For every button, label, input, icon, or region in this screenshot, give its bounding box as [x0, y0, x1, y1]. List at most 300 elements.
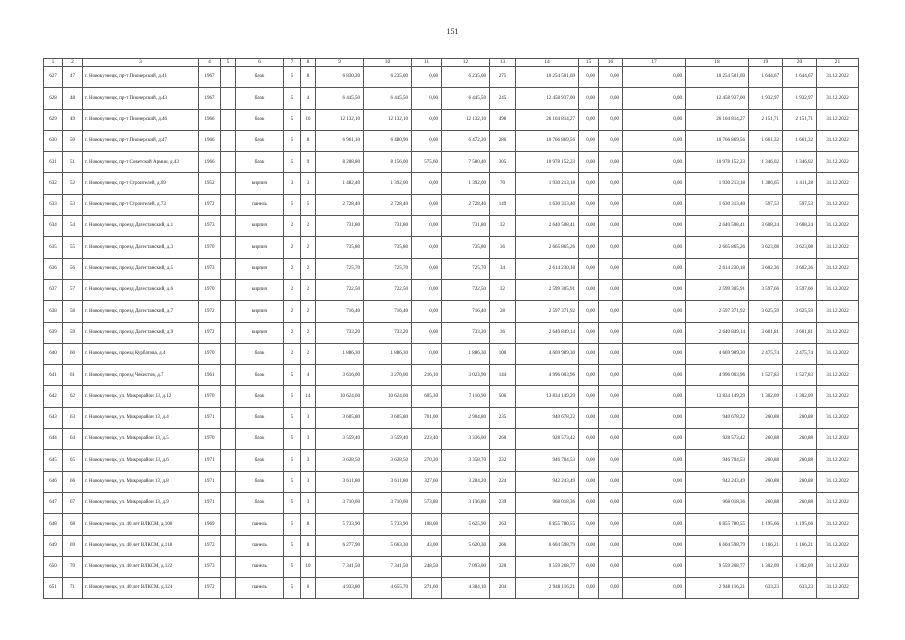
table-cell: 650 [44, 556, 63, 577]
table-cell: 0,00 [623, 578, 686, 599]
table-cell [221, 556, 236, 577]
address-cell: г. Новокузнецк, проезд Дагестанский, д.6 [83, 279, 199, 300]
table-cell: 1 630 313,40 [686, 194, 749, 215]
table-cell: 0,00 [623, 514, 686, 535]
table-cell: 3 608,24 [783, 216, 817, 237]
address-cell: г. Новокузнецк, пр-т Пионерский, д.41 [83, 67, 199, 88]
address-cell: г. Новокузнецк, пр-т Строителей, д.69 [83, 173, 199, 194]
table-cell: 627 [44, 67, 63, 88]
table-cell [221, 514, 236, 535]
table-cell [221, 173, 236, 194]
table-cell: 1 302,09 [783, 556, 817, 577]
table-cell: 31.12.2022 [817, 130, 859, 151]
table-cell: 731,80 [364, 216, 412, 237]
table-cell: 3 625,59 [783, 301, 817, 322]
table-cell [221, 578, 236, 599]
table-cell: 3 [284, 173, 301, 194]
table-cell: 31.12.2022 [817, 88, 859, 109]
table-cell: 0,00 [412, 109, 442, 130]
table-cell: кирпич [236, 301, 284, 322]
table-cell: 59 [63, 322, 83, 343]
table-cell: 0,00 [579, 407, 599, 428]
table-cell: 2 [301, 216, 316, 237]
table-cell: 2 640 849,14 [686, 322, 749, 343]
table-cell: 0,00 [579, 130, 599, 151]
table-cell: 0,00 [623, 109, 686, 130]
table-cell: блок [236, 67, 284, 88]
table-cell: 10 766 869,56 [686, 130, 749, 151]
table-cell: 0,00 [579, 471, 599, 492]
table-cell: 0,00 [599, 429, 623, 450]
table-cell: 2 [301, 237, 316, 258]
table-cell: 6 235,00 [364, 67, 412, 88]
table-cell: 7 580,40 [442, 152, 490, 173]
table-cell: 3 270,00 [364, 365, 412, 386]
table-cell: 5 [284, 130, 301, 151]
table-cell: 12 458 937,00 [516, 88, 579, 109]
table-cell: 36 [490, 237, 516, 258]
table-cell: 641 [44, 365, 63, 386]
table-cell: 2 [284, 322, 301, 343]
table-cell: 70 [63, 556, 83, 577]
table-cell: блок [236, 130, 284, 151]
table-cell: 12 132,10 [442, 109, 490, 130]
table-cell: 0,00 [599, 109, 623, 130]
table-cell: 942 243,49 [516, 471, 579, 492]
table-cell: 1972 [199, 194, 221, 215]
table-row [44, 237, 859, 258]
table-row [44, 365, 859, 386]
table-cell: 55 [63, 237, 83, 258]
table-cell: 266 [490, 535, 516, 556]
table-cell: 0,00 [599, 279, 623, 300]
table-cell: 10 254 501,69 [516, 67, 579, 88]
table-cell: 638 [44, 301, 63, 322]
address-cell: г. Новокузнецк, проезд Дагестанский, д.7 [83, 301, 199, 322]
table-cell: 0,00 [599, 556, 623, 577]
table-cell [221, 130, 236, 151]
address-cell: г. Новокузнецк, ул. 40 лет ВЛКСМ, д.100 [83, 514, 199, 535]
table-cell: 630 [44, 130, 63, 151]
table-cell: 260,88 [749, 492, 783, 513]
table-cell: 722,50 [442, 279, 490, 300]
table-cell [221, 407, 236, 428]
table-cell: 10 624,60 [364, 386, 412, 407]
table-cell: 643 [44, 407, 63, 428]
table-cell: 260,88 [783, 471, 817, 492]
table-cell: 0,00 [412, 194, 442, 215]
table-row [44, 88, 859, 109]
table-cell: 10 766 869,56 [516, 130, 579, 151]
table-cell: 0,00 [623, 322, 686, 343]
table-cell: 5 [284, 365, 301, 386]
table-cell: 1969 [199, 514, 221, 535]
table-row [44, 216, 859, 237]
table-cell: 2 599 305,91 [516, 279, 579, 300]
table-cell: 31.12.2022 [817, 407, 859, 428]
table-cell: 3 602,36 [749, 258, 783, 279]
table-cell: 0,00 [579, 258, 599, 279]
table-cell: 649 [44, 535, 63, 556]
table-cell: 1 195,66 [783, 514, 817, 535]
table-cell: 305 [490, 152, 516, 173]
table-cell: 2 151,71 [749, 109, 783, 130]
table-cell: 3 597,66 [783, 279, 817, 300]
table-cell: 271,60 [412, 578, 442, 599]
table-cell: 3 623,08 [749, 237, 783, 258]
table-cell: 53 [63, 194, 83, 215]
table-cell: панель [236, 194, 284, 215]
table-cell: 10 624,60 [316, 386, 364, 407]
table-cell: 1971 [199, 471, 221, 492]
table-cell: 0,00 [599, 578, 623, 599]
column-header: 6 [236, 59, 284, 67]
address-cell: г. Новокузнецк, проезд Чекистов, д.7 [83, 365, 199, 386]
table-cell: 0,00 [623, 301, 686, 322]
table-cell [221, 279, 236, 300]
table-cell: 5 [301, 194, 316, 215]
table-cell: 1 886,30 [316, 343, 364, 364]
table-row [44, 343, 859, 364]
table-cell: 639 [44, 322, 63, 343]
table-cell: кирпич [236, 322, 284, 343]
table-cell: 0,00 [623, 88, 686, 109]
table-cell: 4 [301, 88, 316, 109]
address-cell: г. Новокузнецк, ул. Микрорайон 13, д.9 [83, 492, 199, 513]
table-cell: 1 482,40 [316, 173, 364, 194]
table-cell: 0,00 [599, 386, 623, 407]
table-cell: 645 [44, 450, 63, 471]
table-cell: 10 254 501,69 [686, 67, 749, 88]
table-cell: 3 623,08 [783, 237, 817, 258]
table-cell: 5 [284, 578, 301, 599]
table-cell: 67 [63, 492, 83, 513]
table-cell [221, 343, 236, 364]
table-cell: 1 886,30 [364, 343, 412, 364]
table-cell: 2 640 849,14 [516, 322, 579, 343]
table-cell: 2 597 371,92 [686, 301, 749, 322]
table-cell: 149 [490, 194, 516, 215]
table-cell: 5 [284, 535, 301, 556]
table-cell: 1967 [199, 88, 221, 109]
table-cell: 0,00 [579, 152, 599, 173]
table-cell: блок [236, 386, 284, 407]
table-cell: 31.12.2022 [817, 173, 859, 194]
table-cell: 6 235,00 [442, 67, 490, 88]
table-cell: 0,00 [579, 429, 599, 450]
table-cell: 36 [490, 322, 516, 343]
table-cell: 0,00 [579, 556, 599, 577]
table-cell: 0,00 [412, 343, 442, 364]
table-cell: 647 [44, 492, 63, 513]
table-cell: 2 640 508,41 [516, 216, 579, 237]
table-cell: 5 [284, 450, 301, 471]
table-cell: 6 445,50 [364, 88, 412, 109]
table-cell: 701,00 [412, 407, 442, 428]
table-cell: 8 [301, 130, 316, 151]
table-cell: 51 [63, 152, 83, 173]
table-cell: 2 [284, 343, 301, 364]
table-cell [221, 471, 236, 492]
column-header: 2 [63, 59, 83, 67]
table-cell: 506 [490, 386, 516, 407]
table-cell: 2 [301, 322, 316, 343]
table-cell: 3 611,80 [316, 471, 364, 492]
table-cell: 5 [284, 67, 301, 88]
table-cell: блок [236, 450, 284, 471]
table-cell: 2 151,71 [783, 109, 817, 130]
table-cell: 1 302,09 [749, 556, 783, 577]
table-cell: 628 [44, 88, 63, 109]
table-cell: 2 665 865,26 [516, 237, 579, 258]
table-cell [221, 258, 236, 279]
table-cell: 31.12.2022 [817, 322, 859, 343]
table-cell: 260,88 [783, 429, 817, 450]
table-cell: 10 [301, 556, 316, 577]
table-cell: 31.12.2022 [817, 194, 859, 215]
table-cell: 0,00 [623, 194, 686, 215]
table-cell: 34 [490, 258, 516, 279]
table-cell: 5 [284, 109, 301, 130]
table-cell: 0,00 [579, 322, 599, 343]
table-cell: 498 [490, 109, 516, 130]
table-cell: 248,50 [412, 556, 442, 577]
column-header: 14 [516, 59, 579, 67]
table-cell: 1966 [199, 109, 221, 130]
table-cell: 3 [301, 429, 316, 450]
table-cell: 0,00 [599, 67, 623, 88]
table-cell: 2 904,80 [442, 407, 490, 428]
table-cell: 31.12.2022 [817, 365, 859, 386]
table-cell: 2 640 508,41 [686, 216, 749, 237]
table-cell: 0,00 [579, 301, 599, 322]
table-cell: 0,00 [623, 237, 686, 258]
table-cell: 733,20 [442, 322, 490, 343]
address-cell: г. Новокузнецк, ул. Микрорайон 13, д.4 [83, 407, 199, 428]
table-cell: 7 093,00 [442, 556, 490, 577]
table-cell: 0,00 [579, 109, 599, 130]
table-row [44, 492, 859, 513]
table-cell: 2 948 116,21 [686, 578, 749, 599]
table-cell: 6 961,10 [316, 130, 364, 151]
table-cell: 3 611,80 [364, 471, 412, 492]
table-cell: 0,00 [599, 407, 623, 428]
table-cell: 1971 [199, 450, 221, 471]
table-cell: 644 [44, 429, 63, 450]
table-cell: 1 392,00 [364, 173, 412, 194]
table-cell: 0,00 [579, 578, 599, 599]
table-cell: 100 [490, 343, 516, 364]
table-cell: 3 710,60 [316, 492, 364, 513]
table-cell: кирпич [236, 279, 284, 300]
table-cell: 31.12.2022 [817, 279, 859, 300]
table-cell: 1 346,02 [783, 152, 817, 173]
table-cell: 648 [44, 514, 63, 535]
table-cell: 5 [284, 429, 301, 450]
table-cell: 3 336,00 [442, 429, 490, 450]
table-cell: 1 630 313,40 [516, 194, 579, 215]
address-cell: г. Новокузнецк, пр-т Строителей, д.73 [83, 194, 199, 215]
table-cell: 6 445,50 [442, 88, 490, 109]
table-cell: 636 [44, 258, 63, 279]
address-cell: г. Новокузнецк, пр-т Советской Армии, д.43 [83, 152, 199, 173]
table-cell: 8 [301, 67, 316, 88]
table-cell: 632 [44, 173, 63, 194]
table-cell: 64 [63, 429, 83, 450]
table-cell: 0,00 [412, 322, 442, 343]
column-header: 9 [316, 59, 364, 67]
address-cell: г. Новокузнецк, ул. Микрорайон 13, д.12 [83, 386, 199, 407]
table-cell: 5 663,30 [364, 535, 412, 556]
table-cell: блок [236, 343, 284, 364]
table-cell: 68 [63, 514, 83, 535]
table-cell: 1961 [199, 365, 221, 386]
column-header: 18 [686, 59, 749, 67]
table-cell: 3 [301, 492, 316, 513]
table-cell: 716,40 [364, 301, 412, 322]
table-cell: 8 208,80 [316, 152, 364, 173]
table-cell: 0,00 [599, 152, 623, 173]
table-cell: 3 602,36 [783, 258, 817, 279]
table-cell: 320 [490, 556, 516, 577]
table-cell: 0,00 [599, 365, 623, 386]
table-cell: 260,88 [749, 471, 783, 492]
table-cell: 0,00 [599, 237, 623, 258]
table-row [44, 109, 859, 130]
table-cell: 3 023,90 [442, 365, 490, 386]
address-cell: г. Новокузнецк, проезд Дагестанский, д.5 [83, 258, 199, 279]
column-header: 5 [221, 59, 236, 67]
table-cell: 731,80 [442, 216, 490, 237]
table-cell: 637 [44, 279, 63, 300]
table-cell: 642 [44, 386, 63, 407]
table-cell: 31.12.2022 [817, 216, 859, 237]
table-cell: 5 625,90 [442, 514, 490, 535]
table-cell: 4 669 989,30 [516, 343, 579, 364]
table-cell: 13 834 149,29 [686, 386, 749, 407]
table-row [44, 450, 859, 471]
table-cell: 942 243,49 [686, 471, 749, 492]
column-header: 8 [301, 59, 316, 67]
table-cell: панель [236, 578, 284, 599]
table-cell: 0,00 [623, 152, 686, 173]
table-cell: 5 733,90 [316, 514, 364, 535]
table-cell: 327,60 [412, 471, 442, 492]
table-cell: 3 628,50 [316, 450, 364, 471]
table-cell: 1966 [199, 152, 221, 173]
table-cell: 270,20 [412, 450, 442, 471]
table-cell: 7 110,90 [442, 386, 490, 407]
table-cell: 2 665 865,26 [686, 237, 749, 258]
table-cell: 235 [490, 407, 516, 428]
column-header: 16 [599, 59, 623, 67]
table-cell: 1973 [199, 216, 221, 237]
table-cell: 1 302,09 [749, 386, 783, 407]
address-cell: г. Новокузнецк, проезд Дагестанский, д.3 [83, 237, 199, 258]
table-cell: 6 604 598,79 [516, 535, 579, 556]
address-cell: г. Новокузнецк, ул. 40 лет ВЛКСМ, д.118 [83, 535, 199, 556]
column-header: 4 [199, 59, 221, 67]
table-cell: 8 156,00 [364, 152, 412, 173]
table-row [44, 152, 859, 173]
table-body [44, 67, 859, 599]
table-cell: 31.12.2022 [817, 578, 859, 599]
table-cell: 0,00 [579, 365, 599, 386]
table-cell: 1 930 213,18 [516, 173, 579, 194]
table-cell: 0,00 [623, 173, 686, 194]
table-cell: 31.12.2022 [817, 67, 859, 88]
column-header: 12 [442, 59, 490, 67]
table-cell [221, 365, 236, 386]
table-cell: 47 [63, 67, 83, 88]
column-header: 1 [44, 59, 63, 67]
table-cell: 0,00 [623, 343, 686, 364]
table-cell: 1 930 213,18 [686, 173, 749, 194]
table-cell: 232 [490, 450, 516, 471]
table-cell: 2 599 305,91 [686, 279, 749, 300]
table-cell: 31.12.2022 [817, 514, 859, 535]
table-cell: 3 [301, 407, 316, 428]
column-header: 15 [579, 59, 599, 67]
table-cell: кирпич [236, 216, 284, 237]
table-cell: 8 [301, 514, 316, 535]
table-cell: 216,10 [412, 365, 442, 386]
table-cell: 0,00 [599, 322, 623, 343]
table-cell: 1952 [199, 173, 221, 194]
table-cell: 0,00 [579, 492, 599, 513]
table-cell: 0,00 [599, 492, 623, 513]
table-cell: 6 604 598,79 [686, 535, 749, 556]
table-cell: 13 834 149,29 [516, 386, 579, 407]
table-cell: 0,00 [599, 450, 623, 471]
table-cell: 28 [490, 301, 516, 322]
table-cell: 0,00 [579, 386, 599, 407]
table-cell: 735,80 [364, 237, 412, 258]
table-cell: 10 978 152,23 [516, 152, 579, 173]
column-header: 3 [83, 59, 199, 67]
table-cell: 1 644,67 [783, 67, 817, 88]
table-cell: 0,00 [412, 216, 442, 237]
table-cell: 1 932,97 [749, 88, 783, 109]
table-cell: 2 [284, 258, 301, 279]
table-cell: 0,00 [623, 492, 686, 513]
table-row [44, 301, 859, 322]
table-cell: 3 628,50 [364, 450, 412, 471]
table-cell: 2 [284, 301, 301, 322]
table-cell: 14 [301, 386, 316, 407]
table-cell: 3 559,40 [316, 429, 364, 450]
table-cell: 733,20 [364, 322, 412, 343]
table-cell: 0,00 [623, 429, 686, 450]
table-cell: 5 620,30 [442, 535, 490, 556]
table-cell: 1970 [199, 279, 221, 300]
table-row [44, 67, 859, 88]
table-cell: 0,00 [412, 173, 442, 194]
table-cell: 5 [284, 407, 301, 428]
table-cell: 6 855 780,55 [516, 514, 579, 535]
table-cell: 0,00 [623, 279, 686, 300]
column-header: 7 [284, 59, 301, 67]
table-cell: 0,00 [599, 343, 623, 364]
table-row [44, 279, 859, 300]
table-cell: 1971 [199, 407, 221, 428]
table-cell: 31.12.2022 [817, 556, 859, 577]
table-cell: 722,50 [364, 279, 412, 300]
table-cell: 1967 [199, 67, 221, 88]
table-cell [221, 152, 236, 173]
table-cell: 9 559 268,77 [516, 556, 579, 577]
table-cell: 48 [63, 88, 83, 109]
